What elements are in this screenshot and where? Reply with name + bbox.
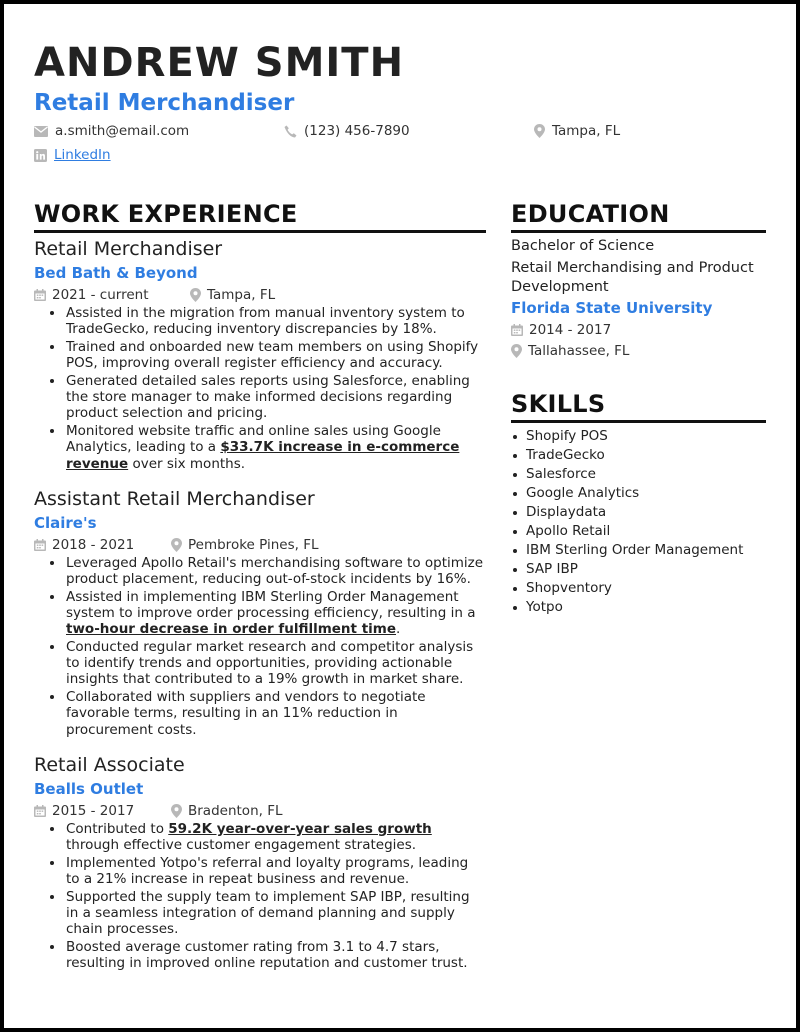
- job-dates-text: 2021 - current: [52, 287, 149, 303]
- company-name: Bed Bath & Beyond: [34, 264, 198, 282]
- education-location: [511, 341, 766, 361]
- contact-location: [534, 123, 620, 139]
- bullet-item: Conducted regular market research and competitor analysis to identify trends and opportunities, providing actionable insights that contributed to a 19% growth in market share.: [34, 639, 486, 688]
- skill-item: Salesforce: [511, 465, 766, 484]
- phone-text: (123) 456-7890: [304, 123, 410, 139]
- job-location: [171, 535, 319, 555]
- education-location-text: Tallahassee, FL: [528, 342, 630, 359]
- job-title: Retail Associate: [34, 753, 185, 776]
- job-entry: [34, 236, 486, 472]
- bullet-item: Assisted in implementing IBM Sterling Order Management system to improve order processing efficiency, resulting in a two-hour decrease in order fulfillment time.: [34, 589, 486, 638]
- map-pin-icon: [534, 124, 545, 138]
- job-dates-text: 2015 - 2017: [52, 802, 135, 819]
- linkedin-icon: [34, 149, 47, 162]
- bullet-item: Contributed to 59.2K year-over-year sales growth through effective customer engagement strategies.: [34, 821, 486, 853]
- skill-item: TradeGecko: [511, 446, 766, 465]
- company-name: Bealls Outlet: [34, 779, 144, 798]
- highlight-metric: $33.7K increase in e-commerce revenue: [66, 439, 460, 472]
- education-divider: [511, 230, 766, 233]
- bullet-item: Assisted in the migration from manual inventory system to TradeGecko, reducing inventory discrepancies by 18%.: [34, 305, 486, 337]
- school-name: Florida State University: [511, 298, 713, 317]
- map-pin-icon: [171, 804, 182, 818]
- degree: Bachelor of Science: [511, 238, 655, 254]
- job-location: [171, 801, 283, 821]
- map-pin-icon: [171, 538, 182, 552]
- location-text: Tampa, FL: [552, 123, 621, 139]
- work-experience-heading: WORK EXPERIENCE: [34, 200, 298, 228]
- job-bullets: [34, 555, 486, 738]
- job-entry: [34, 486, 486, 738]
- education-section: [511, 237, 766, 361]
- job-dates-text: 2018 - 2021: [52, 536, 135, 553]
- skill-item: SAP IBP: [511, 560, 766, 579]
- bullet-item: Collaborated with suppliers and vendors to negotiate favorable terms, resulting in an 11% reduction in procurement costs.: [34, 689, 486, 738]
- job-entry: [34, 752, 486, 972]
- calendar-icon: [34, 539, 46, 551]
- phone-icon: [284, 125, 297, 138]
- contact-email: [34, 123, 189, 139]
- bullet-item: Supported the supply team to implement SAP IBP, resulting in a seamless integration of demand planning and supply chain processes.: [34, 889, 486, 938]
- skill-item: Displaydata: [511, 503, 766, 522]
- bullet-item: Generated detailed sales reports using Salesforce, enabling the store manager to make informed decisions regarding product selection and pricing.: [34, 373, 486, 422]
- bullet-item: Leveraged Apollo Retail's merchandising software to optimize product placement, reducing out-of-stock incidents by 16%.: [34, 555, 486, 587]
- field-of-study: Retail Merchandising and Product Development: [511, 259, 754, 295]
- job-meta: [34, 801, 486, 821]
- job-location: [190, 285, 275, 305]
- skill-item: Yotpo: [511, 598, 766, 617]
- bullet-item: Boosted average customer rating from 3.1 to 4.7 stars, resulting in improved online reputation and customer trust.: [34, 939, 486, 971]
- job-dates: [34, 535, 171, 555]
- job-meta: [34, 285, 486, 305]
- skill-item: Shopventory: [511, 579, 766, 598]
- bullet-item: Trained and onboarded new team members on using Shopify POS, improving overall register efficiency and accuracy.: [34, 339, 486, 371]
- calendar-icon: [34, 289, 46, 301]
- email-text: a.smith@email.com: [55, 123, 190, 139]
- calendar-icon: [511, 324, 523, 336]
- skills-divider: [511, 420, 766, 423]
- job-location-text: Tampa, FL: [207, 287, 276, 303]
- resume-page: [4, 4, 796, 1028]
- skill-item: Apollo Retail: [511, 522, 766, 541]
- job-location-text: Pembroke Pines, FL: [188, 536, 319, 553]
- highlight-metric: 59.2K year-over-year sales growth: [168, 820, 432, 837]
- calendar-icon: [34, 805, 46, 817]
- candidate-name: ANDREW SMITH: [34, 40, 405, 86]
- skill-item: Shopify POS: [511, 427, 766, 446]
- highlight-metric: two-hour decrease in order fulfillment time: [66, 621, 397, 638]
- skill-item: Google Analytics: [511, 484, 766, 503]
- skill-item: IBM Sterling Order Management: [511, 541, 766, 560]
- job-title: Assistant Retail Merchandiser: [34, 487, 315, 510]
- job-title: Retail Merchandiser: [34, 238, 223, 260]
- job-meta: [34, 535, 486, 555]
- job-bullets: [34, 305, 486, 472]
- skills-heading: SKILLS: [511, 390, 606, 418]
- work-experience-list: [34, 236, 486, 985]
- job-bullets: [34, 821, 486, 972]
- company-name: Claire's: [34, 513, 97, 532]
- education-dates-text: 2014 - 2017: [529, 321, 612, 338]
- candidate-role: Retail Merchandiser: [34, 90, 295, 116]
- work-experience-divider: [34, 230, 486, 233]
- linkedin-link[interactable]: LinkedIn: [54, 147, 111, 163]
- contact-phone: [284, 123, 410, 139]
- map-pin-icon: [190, 288, 201, 302]
- job-dates: [34, 285, 190, 305]
- contact-linkedin: [34, 147, 111, 163]
- envelope-icon: [34, 126, 48, 137]
- education-dates: [511, 320, 766, 340]
- education-heading: EDUCATION: [511, 200, 670, 228]
- bullet-item: Monitored website traffic and online sales using Google Analytics, leading to a $33.7K increase in e-commerce revenue over six months.: [34, 423, 486, 472]
- bullet-item: Implemented Yotpo's referral and loyalty programs, leading to a 21% increase in repeat business and revenue.: [34, 855, 486, 887]
- job-location-text: Bradenton, FL: [188, 802, 283, 819]
- skills-list: [511, 427, 766, 617]
- job-dates: [34, 801, 171, 821]
- map-pin-icon: [511, 344, 522, 358]
